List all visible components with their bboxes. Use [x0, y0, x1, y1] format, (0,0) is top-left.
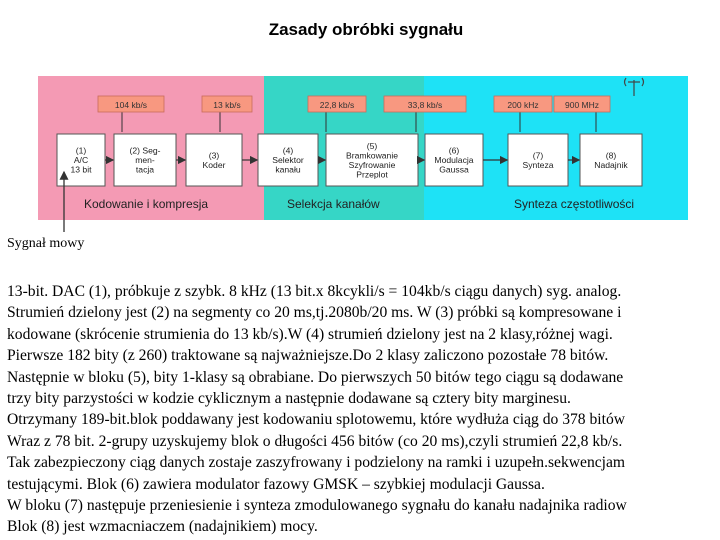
- block-label: Bramkowanie: [345, 150, 399, 161]
- rate-callout-label: 104 kb/s: [114, 100, 148, 110]
- rate-callout-label: 22,8 kb/s: [319, 100, 355, 110]
- paragraph-line: W bloku (7) następuje przeniesienie i synteza zmodulowanego sygnału do kanału nadajnika radiow: [7, 497, 627, 515]
- block-label: (2) Seg-: [129, 145, 161, 156]
- paragraph-line: Strumień dzielony jest (2) na segmenty co 20 ms,tj.2080b/20 ms. W (3) próbki są kompresowane i: [7, 304, 622, 322]
- paragraph-line: Pierwsze 182 bity (z 260) traktowane są najważniejsze.Do 2 klasy zaliczono pozostałe 78 bitów.: [7, 347, 609, 365]
- section-label-synthesis: Synteza częstotliwości: [514, 197, 635, 211]
- block-label: (4): [282, 145, 294, 156]
- block-label: A/C: [73, 155, 89, 165]
- block-label: Nadajnik: [594, 159, 628, 170]
- rate-callout-label: 900 MHz: [564, 100, 600, 110]
- block-label: Selektor: [272, 155, 304, 165]
- block-label: Szyfrowanie: [348, 159, 396, 170]
- paragraph-line: Blok (8) jest wzmacniaczem (nadajnikiem) mocy.: [7, 518, 318, 536]
- block-label: (5): [366, 140, 378, 151]
- block-label: Gaussa: [439, 164, 469, 175]
- block-label: (1): [75, 145, 87, 156]
- block-label: (8): [605, 150, 617, 161]
- page-title: Zasady obróbki sygnału: [268, 20, 464, 39]
- paragraph-line: kodowane (skrócenie strumienia do 13 kb/s).W (4) strumień dzielony jest na 2 klasy,różnej wagi.: [7, 325, 613, 343]
- paragraph-line: Tak zabezpieczony ciąg danych zostaje zaszyfrowany i podzielony na ramki i uzupełn.sekwencjam: [7, 454, 626, 472]
- section-label-channel: Selekcja kanałów: [287, 197, 380, 211]
- block-label: Przeplot: [356, 169, 388, 180]
- rate-callout-label: 200 kHz: [507, 100, 539, 110]
- signal-processing-diagram: [0, 76, 720, 236]
- paragraph-line: Otrzymany 189-bit.blok poddawany jest kodowaniu splotowemu, które wydłuża ciąg do 378 bitów: [7, 411, 626, 429]
- block-label: tacja: [135, 164, 155, 175]
- block-label: (3): [208, 150, 220, 161]
- block-label: Koder: [202, 159, 226, 170]
- block-label: Modulacja: [434, 155, 474, 165]
- input-signal-label: Sygnał mowy: [7, 236, 85, 251]
- paragraph-line: 13-bit. DAC (1), próbkuje z szybk. 8 kHz (13 bit.x 8kcykli/s = 104kb/s ciągu danych) syg. analog.: [7, 283, 622, 300]
- paragraph-line: testującymi. Blok (6) zawiera modulator fazowy GMSK – szybkiej modulacji Gaussa.: [7, 475, 545, 493]
- section-label-coding: Kodowanie i kompresja: [84, 197, 209, 211]
- block-label: (6): [448, 145, 460, 156]
- block-label: 13 bit: [70, 164, 92, 175]
- rate-callout-label: 33,8 kb/s: [407, 100, 443, 110]
- paragraph-line: trzy bity parzystości w kodzie cyklicznym a następnie dodawane są cztery bity marginesu.: [7, 390, 571, 408]
- paragraph-line: Wraz z 78 bit. 2-grupy uzyskujemy blok o długości 456 bitów (co 20 ms),czyli strumień 22,8 kb/s.: [7, 432, 623, 450]
- paragraph-line: Następnie w bloku (5), bity 1-klasy są obrabiane. Do pierwszych 50 bitów tego ciągu są dodawane: [7, 368, 624, 386]
- block-label: Synteza: [522, 159, 554, 170]
- block-label: men-: [135, 155, 155, 165]
- rate-callout-label: 13 kb/s: [213, 100, 241, 110]
- description-paragraph: [7, 281, 720, 538]
- block-label: (7): [532, 150, 544, 161]
- block-label: kanału: [275, 164, 301, 175]
